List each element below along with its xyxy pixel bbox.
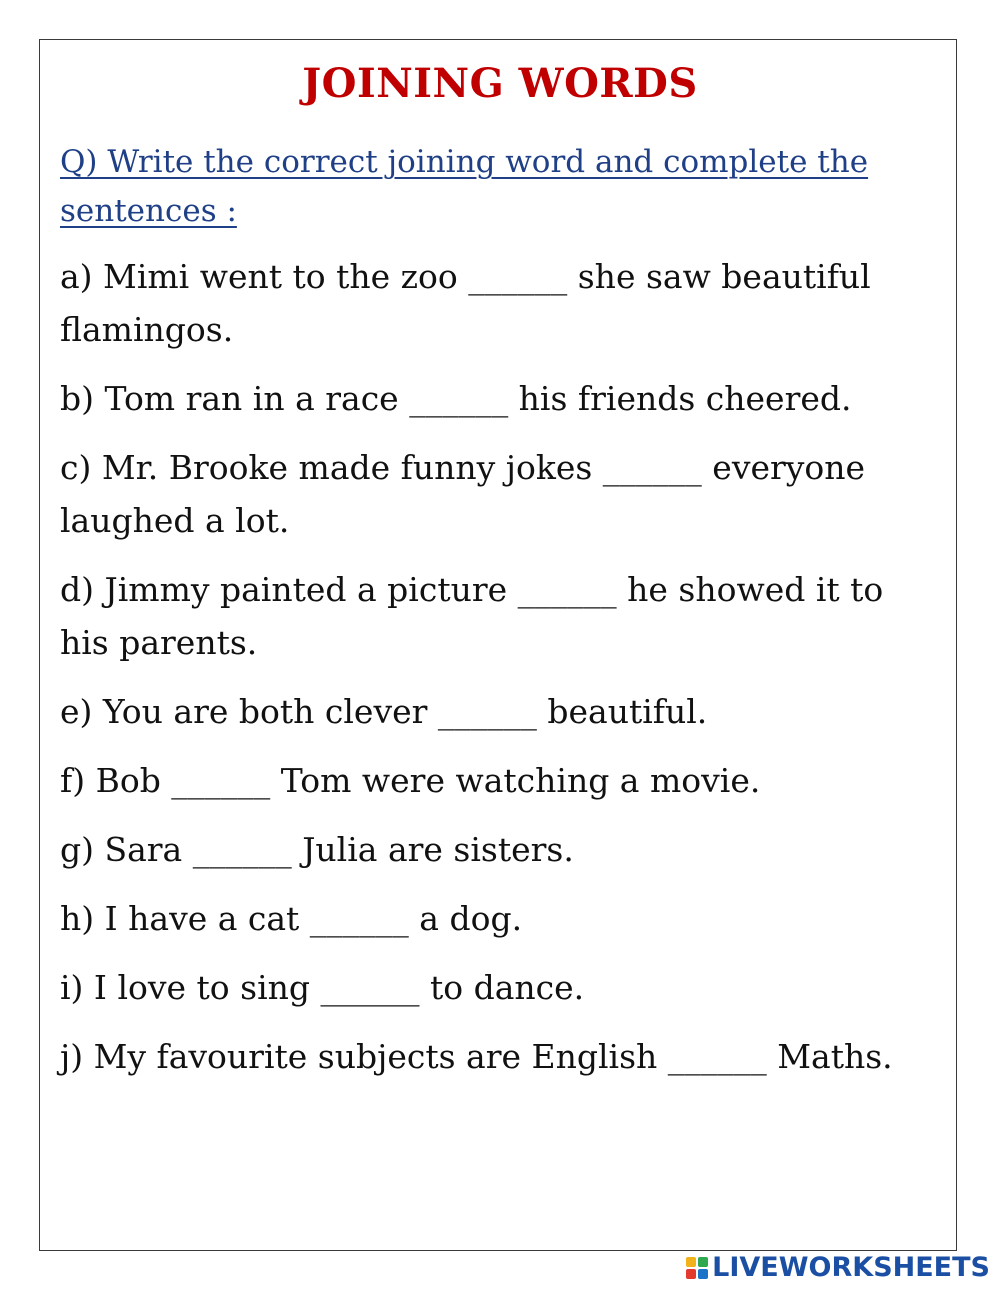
sentence-j: j) My favourite subjects are English ______ Maths. (60, 1037, 893, 1076)
logo-square-green (698, 1257, 708, 1267)
sentence-b: b) Tom ran in a race ______ his friends cheered. (60, 379, 852, 418)
sentence-a: a) Mimi went to the zoo ______ she saw beautiful flamingos. (60, 257, 871, 349)
question-text: Q) Write the correct joining word and complete the sentences : (60, 144, 869, 229)
sentence-e: e) You are both clever ______ beautiful. (60, 692, 708, 731)
logo-text: LIVEWORKSHEETS (712, 1252, 990, 1283)
sentence-g: g) Sara ______ Julia are sisters. (60, 830, 574, 869)
sentence-d: d) Jimmy painted a picture ______ he showed it to his parents. (60, 570, 884, 662)
liveworksheets-logo[interactable] (686, 1252, 990, 1283)
worksheet-title: JOINING WORDS (302, 60, 698, 107)
sentence-i: i) I love to sing ______ to dance. (60, 968, 585, 1007)
sentence-h: h) I have a cat ______ a dog. (60, 899, 523, 938)
question-instruction (60, 138, 940, 236)
sentence-list (60, 250, 940, 1099)
liveworksheets-logo-icon (686, 1257, 708, 1279)
sentence-f: f) Bob ______ Tom were watching a movie. (60, 761, 761, 800)
logo-square-red (686, 1269, 696, 1279)
logo-square-blue (698, 1269, 708, 1279)
sentence-c: c) Mr. Brooke made funny jokes ______ everyone laughed a lot. (60, 448, 866, 540)
logo-square-yellow (686, 1257, 696, 1267)
